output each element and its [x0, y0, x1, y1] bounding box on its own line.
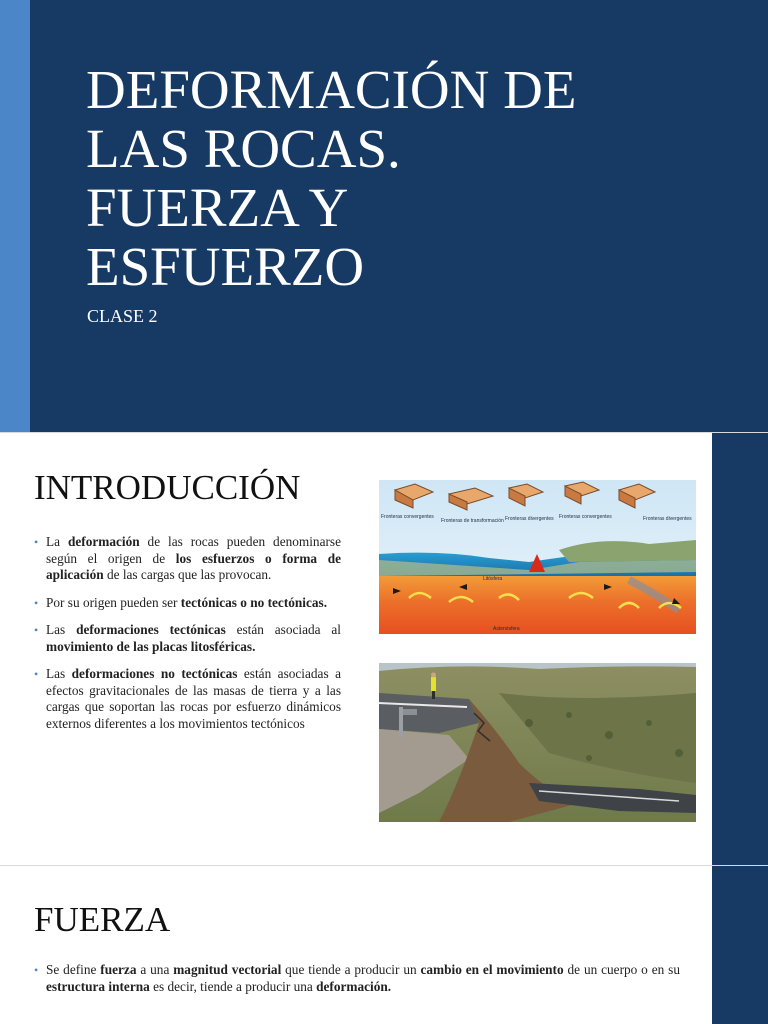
section-title: INTRODUCCIÓN — [34, 468, 301, 507]
diagram-label: Fronteras convergentes — [559, 514, 612, 520]
bullet-list — [34, 962, 680, 1006]
text-run: de un cuerpo o en su — [563, 962, 680, 977]
bullet-item — [34, 666, 341, 732]
bold-text: deformaciones tectónicas — [76, 622, 226, 637]
bold-text: los esfuerzos o forma de aplicación — [46, 550, 342, 582]
diagram-label: Fronteras divergentes — [505, 516, 554, 522]
text-run: Las — [46, 622, 77, 637]
diagram-label: Astenósfera — [493, 626, 520, 632]
bold-text: tectónicas o no tectónicas. — [180, 594, 328, 610]
bullet-item — [34, 962, 680, 995]
bold-text: cambio en el movimiento — [420, 962, 564, 977]
bold-text: magnitud vectorial — [173, 962, 282, 977]
introduction-slide — [0, 433, 768, 865]
title-line: FUERZA Y — [86, 177, 349, 238]
bold-text: deformación — [67, 534, 140, 549]
text-run: Por su origen pueden ser — [46, 594, 181, 610]
section-title: FUERZA — [34, 900, 171, 939]
title-line: LAS ROCAS. — [86, 118, 401, 179]
diagram-label: Fronteras convergentes — [381, 514, 434, 520]
bold-text: fuerza — [100, 962, 137, 977]
text-run: a una — [136, 962, 174, 977]
side-bar — [712, 433, 768, 865]
text-run: están asociada al — [225, 622, 341, 637]
text-run: de las rocas pueden denominarse según el origen de — [46, 534, 341, 566]
slide-subtitle: CLASE 2 — [87, 306, 158, 326]
bold-text: movimiento de las placas litosféricas. — [46, 638, 256, 654]
text-run: Las — [46, 666, 72, 681]
bullet-list — [34, 534, 341, 743]
text-run: están asociadas a efectos gravitacionales de las masas de tierra y a las cargas que soportan las rocas por esfuerzo dinámicos externos diferentes a los movimientos tectónicos — [46, 666, 341, 731]
slide-title — [86, 60, 746, 296]
bullet-item — [34, 622, 341, 655]
text-run: de las cargas que las provocan. — [103, 567, 272, 582]
text-run: La — [46, 534, 68, 549]
force-slide — [0, 866, 768, 1024]
diagram-label: Litósfera — [483, 576, 503, 582]
accent-edge — [0, 0, 30, 432]
text-run: Se define — [46, 962, 101, 977]
bullet-item — [34, 595, 341, 612]
bullet-item — [34, 534, 341, 584]
bold-text: deformaciones no tectónicas — [71, 666, 238, 681]
text-run: que tiende a producir un — [281, 962, 421, 977]
side-bar — [712, 866, 768, 1024]
text-run: es decir, tiende a producir una — [149, 978, 317, 994]
diagram-label: Fronteras divergentes — [643, 516, 692, 522]
bold-text: estructura interna — [46, 978, 150, 994]
title-slide — [0, 0, 768, 432]
title-line: DEFORMACIÓN DE — [86, 59, 577, 120]
bold-text: deformación. — [316, 978, 392, 994]
landslide-road-photo — [379, 663, 696, 822]
diagram-label: Fronteras de transformación — [441, 518, 504, 524]
plate-tectonics-diagram — [379, 480, 696, 634]
title-line: ESFUERZO — [86, 236, 365, 297]
